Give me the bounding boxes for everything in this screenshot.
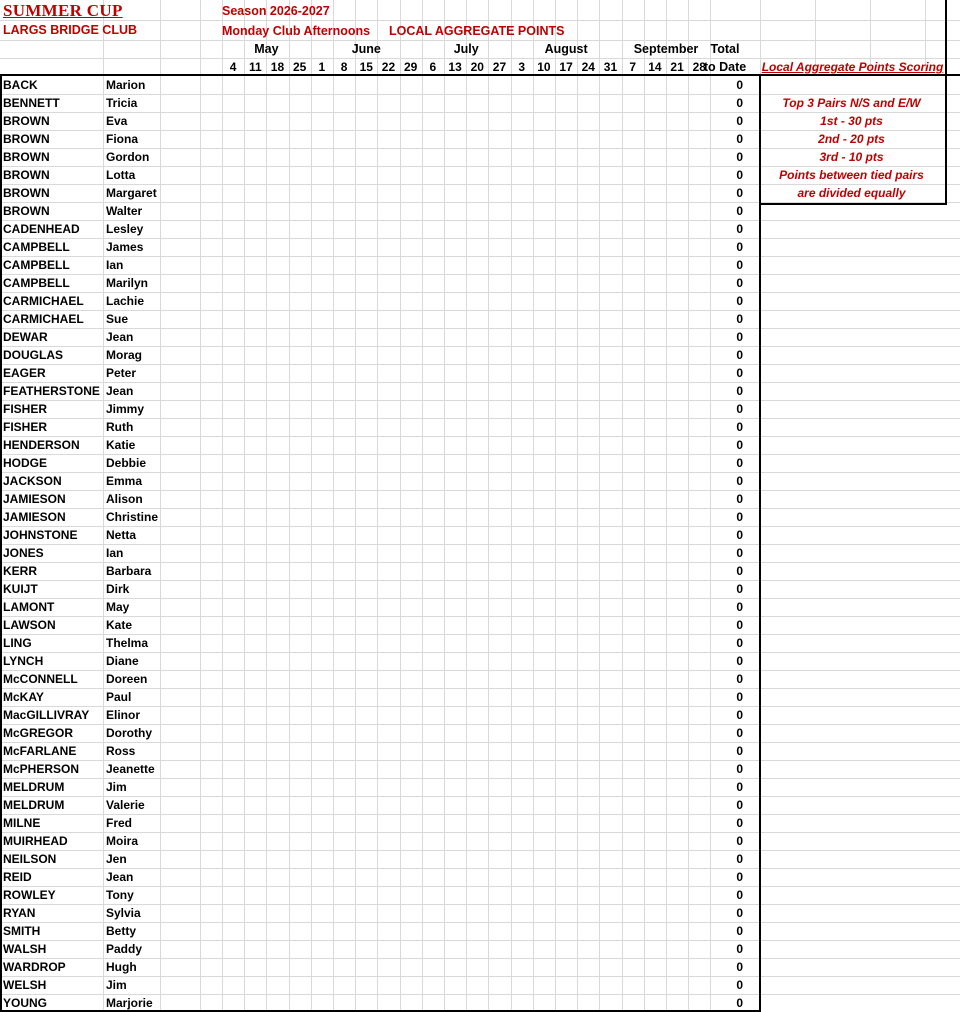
player-surname: MUIRHEAD — [3, 834, 68, 848]
player-surname: KERR — [3, 564, 38, 578]
player-total-to-date: 0 — [736, 420, 743, 434]
player-total-to-date: 0 — [736, 330, 743, 344]
date-header-july-20: 20 — [470, 60, 484, 74]
player-surname: CADENHEAD — [3, 222, 80, 236]
player-firstname: Peter — [106, 366, 137, 380]
player-surname: YOUNG — [3, 996, 48, 1010]
player-surname: MILNE — [3, 816, 41, 830]
player-total-to-date: 0 — [736, 726, 743, 740]
date-header-june-8: 8 — [340, 60, 348, 74]
player-total-to-date: 0 — [736, 456, 743, 470]
player-surname: BROWN — [3, 168, 50, 182]
table-row[interactable] — [0, 274, 960, 292]
player-firstname: Jim — [106, 780, 127, 794]
player-total-to-date: 0 — [736, 402, 743, 416]
date-header-june-15: 15 — [359, 60, 373, 74]
scoring-note-line-5: Points between tied pairs — [779, 168, 924, 182]
player-surname: BROWN — [3, 204, 50, 218]
player-surname: SMITH — [3, 924, 41, 938]
player-firstname: Tricia — [106, 96, 138, 110]
table-row[interactable] — [0, 742, 960, 760]
table-row[interactable] — [0, 130, 960, 148]
player-total-to-date: 0 — [736, 474, 743, 488]
player-firstname: Alison — [106, 492, 143, 506]
player-firstname: Lesley — [106, 222, 144, 236]
player-total-to-date: 0 — [736, 762, 743, 776]
player-firstname: Jimmy — [106, 402, 145, 416]
player-firstname: Marilyn — [106, 276, 149, 290]
player-surname: ROWLEY — [3, 888, 56, 902]
table-row[interactable] — [0, 832, 960, 850]
month-header-june: June — [351, 42, 381, 56]
player-firstname: Kate — [106, 618, 133, 632]
player-total-to-date: 0 — [736, 798, 743, 812]
table-row[interactable] — [0, 94, 960, 112]
player-total-to-date: 0 — [736, 654, 743, 668]
table-row[interactable] — [0, 760, 960, 778]
player-firstname: Margaret — [106, 186, 157, 200]
table-row[interactable] — [0, 148, 960, 166]
table-row[interactable] — [0, 490, 960, 508]
player-total-to-date: 0 — [736, 996, 743, 1010]
player-total-to-date: 0 — [736, 312, 743, 326]
player-firstname: Ian — [106, 546, 124, 560]
scoring-note-line-1: Top 3 Pairs N/S and E/W — [782, 96, 921, 110]
player-surname: FISHER — [3, 402, 48, 416]
player-firstname: Jean — [106, 870, 134, 884]
player-firstname: Jeanette — [106, 762, 155, 776]
table-row[interactable] — [0, 346, 960, 364]
date-header-august-17: 17 — [559, 60, 573, 74]
table-row[interactable] — [0, 454, 960, 472]
player-firstname: Walter — [106, 204, 143, 218]
player-surname: BROWN — [3, 132, 50, 146]
player-firstname: Jean — [106, 330, 134, 344]
player-firstname: Diane — [106, 654, 139, 668]
player-total-to-date: 0 — [736, 366, 743, 380]
date-header-may-18: 18 — [270, 60, 285, 74]
player-surname: REID — [3, 870, 32, 884]
table-row[interactable] — [0, 688, 960, 706]
player-firstname: Hugh — [106, 960, 137, 974]
club-name: LARGS BRIDGE CLUB — [3, 23, 138, 37]
scoring-note-line-6: are divided equally — [797, 186, 906, 200]
date-header-june-29: 29 — [404, 60, 418, 74]
player-surname: BROWN — [3, 114, 50, 128]
player-total-to-date: 0 — [736, 744, 743, 758]
month-header-may: May — [254, 42, 279, 56]
total-header-line2: to Date — [703, 60, 747, 74]
table-row[interactable] — [0, 436, 960, 454]
player-firstname: Paddy — [106, 942, 143, 956]
player-total-to-date: 0 — [736, 942, 743, 956]
table-row[interactable] — [0, 310, 960, 328]
player-total-to-date: 0 — [736, 240, 743, 254]
player-surname: LAMONT — [3, 600, 55, 614]
player-surname: NEILSON — [3, 852, 57, 866]
player-firstname: Doreen — [106, 672, 148, 686]
date-header-june-1: 1 — [318, 60, 326, 74]
table-row[interactable] — [0, 418, 960, 436]
player-total-to-date: 0 — [736, 348, 743, 362]
player-firstname: Thelma — [106, 636, 149, 650]
player-surname: McKAY — [3, 690, 44, 704]
player-firstname: Netta — [106, 528, 137, 542]
player-surname: LING — [3, 636, 32, 650]
table-row[interactable] — [0, 652, 960, 670]
scoring-note-line-4: 3rd - 10 pts — [819, 150, 884, 164]
player-surname: BROWN — [3, 150, 50, 164]
date-header-september-21: 21 — [670, 60, 684, 74]
player-firstname: Barbara — [106, 564, 152, 578]
table-row[interactable] — [0, 850, 960, 868]
table-row[interactable] — [0, 580, 960, 598]
player-surname: CAMPBELL — [3, 276, 70, 290]
table-row[interactable] — [0, 904, 960, 922]
table-row[interactable] — [0, 256, 960, 274]
player-firstname: Emma — [106, 474, 143, 488]
table-row[interactable] — [0, 166, 960, 184]
table-row[interactable] — [0, 670, 960, 688]
player-total-to-date: 0 — [736, 258, 743, 272]
player-total-to-date: 0 — [736, 222, 743, 236]
player-surname: McCONNELL — [3, 672, 78, 686]
player-surname: JACKSON — [3, 474, 62, 488]
player-surname: BENNETT — [3, 96, 60, 110]
player-firstname: May — [106, 600, 130, 614]
table-row[interactable] — [0, 184, 960, 202]
player-firstname: Dorothy — [106, 726, 152, 740]
table-row[interactable] — [0, 328, 960, 346]
player-total-to-date: 0 — [736, 96, 743, 110]
player-firstname: Gordon — [106, 150, 150, 164]
table-row[interactable] — [0, 634, 960, 652]
player-surname: JAMIESON — [3, 492, 66, 506]
player-firstname: Katie — [106, 438, 136, 452]
date-header-september-28: 28 — [692, 60, 706, 74]
player-surname: EAGER — [3, 366, 46, 380]
player-total-to-date: 0 — [736, 168, 743, 182]
table-row[interactable] — [0, 778, 960, 796]
player-total-to-date: 0 — [736, 906, 743, 920]
player-total-to-date: 0 — [736, 384, 743, 398]
player-surname: KUIJT — [3, 582, 38, 596]
month-header-july: July — [453, 42, 479, 56]
table-row[interactable] — [0, 382, 960, 400]
season-label: Season 2026-2027 — [222, 4, 330, 18]
table-row[interactable] — [0, 292, 960, 310]
player-total-to-date: 0 — [736, 78, 743, 92]
player-total-to-date: 0 — [736, 852, 743, 866]
date-header-august-10: 10 — [537, 60, 551, 74]
player-total-to-date: 0 — [736, 708, 743, 722]
player-total-to-date: 0 — [736, 618, 743, 632]
month-header-september: September — [633, 42, 699, 56]
player-total-to-date: 0 — [736, 564, 743, 578]
table-row[interactable] — [0, 220, 960, 238]
player-firstname: Jim — [106, 978, 127, 992]
player-surname: LAWSON — [3, 618, 56, 632]
player-firstname: Ian — [106, 258, 124, 272]
scoring-note-line-3: 2nd - 20 pts — [818, 132, 885, 146]
player-total-to-date: 0 — [736, 816, 743, 830]
table-row[interactable] — [0, 112, 960, 130]
player-surname: JAMIESON — [3, 510, 66, 524]
player-firstname: Marjorie — [106, 996, 153, 1010]
date-header-july-27: 27 — [492, 60, 507, 74]
player-firstname: Sylvia — [106, 906, 141, 920]
player-surname: DOUGLAS — [3, 348, 63, 362]
total-header-line1: Total — [710, 42, 740, 56]
player-surname: MELDRUM — [3, 798, 65, 812]
player-total-to-date: 0 — [736, 834, 743, 848]
table-row[interactable] — [0, 508, 960, 526]
player-firstname: Lachie — [106, 294, 145, 308]
player-firstname: Morag — [106, 348, 142, 362]
table-row[interactable] — [0, 76, 960, 94]
table-row[interactable] — [0, 922, 960, 940]
player-firstname: James — [106, 240, 144, 254]
player-surname: CARMICHAEL — [3, 294, 84, 308]
aggregate-points-heading: LOCAL AGGREGATE POINTS — [389, 24, 565, 38]
table-row[interactable] — [0, 706, 960, 724]
player-total-to-date: 0 — [736, 582, 743, 596]
player-surname: McGREGOR — [3, 726, 74, 740]
player-surname: HODGE — [3, 456, 48, 470]
player-total-to-date: 0 — [736, 294, 743, 308]
table-row[interactable] — [0, 202, 960, 220]
date-header-may-11: 11 — [248, 60, 262, 74]
session-label: Monday Club Afternoons — [222, 24, 371, 38]
player-total-to-date: 0 — [736, 132, 743, 146]
player-surname: BACK — [3, 78, 38, 92]
table-row[interactable] — [0, 598, 960, 616]
player-total-to-date: 0 — [736, 672, 743, 686]
player-surname: CARMICHAEL — [3, 312, 84, 326]
table-row[interactable] — [0, 526, 960, 544]
player-surname: HENDERSON — [3, 438, 80, 452]
scoring-heading: Local Aggregate Points Scoring — [761, 60, 944, 74]
player-total-to-date: 0 — [736, 204, 743, 218]
player-firstname: Valerie — [106, 798, 145, 812]
player-firstname: Betty — [106, 924, 137, 938]
player-firstname: Lotta — [106, 168, 136, 182]
player-firstname: Sue — [106, 312, 129, 326]
date-header-september-7: 7 — [629, 60, 637, 74]
player-total-to-date: 0 — [736, 780, 743, 794]
table-row[interactable] — [0, 976, 960, 994]
date-header-may-4: 4 — [229, 60, 237, 74]
player-firstname: Paul — [106, 690, 132, 704]
player-total-to-date: 0 — [736, 438, 743, 452]
table-row[interactable] — [0, 868, 960, 886]
player-surname: CAMPBELL — [3, 240, 70, 254]
date-header-september-14: 14 — [648, 60, 662, 74]
player-firstname: Ruth — [106, 420, 134, 434]
player-firstname: Jean — [106, 384, 134, 398]
player-total-to-date: 0 — [736, 978, 743, 992]
player-total-to-date: 0 — [736, 636, 743, 650]
player-total-to-date: 0 — [736, 114, 743, 128]
table-row[interactable] — [0, 994, 960, 1012]
player-firstname: Elinor — [106, 708, 141, 722]
player-firstname: Fred — [106, 816, 133, 830]
player-firstname: Eva — [106, 114, 128, 128]
table-row[interactable] — [0, 544, 960, 562]
table-row[interactable] — [0, 886, 960, 904]
player-surname: FISHER — [3, 420, 48, 434]
player-firstname: Fiona — [106, 132, 138, 146]
page-title: SUMMER CUP — [3, 1, 123, 20]
table-row[interactable] — [0, 562, 960, 580]
player-surname: FEATHERSTONE — [3, 384, 100, 398]
date-header-june-22: 22 — [381, 60, 396, 74]
table-row[interactable] — [0, 364, 960, 382]
player-surname: MacGILLIVRAY — [3, 708, 90, 722]
date-header-july-13: 13 — [448, 60, 462, 74]
player-total-to-date: 0 — [736, 510, 743, 524]
table-row[interactable] — [0, 814, 960, 832]
player-firstname: Ross — [106, 744, 136, 758]
player-total-to-date: 0 — [736, 150, 743, 164]
player-firstname: Dirk — [106, 582, 130, 596]
table-row[interactable] — [0, 724, 960, 742]
player-surname: WELSH — [3, 978, 47, 992]
player-total-to-date: 0 — [736, 186, 743, 200]
player-surname: BROWN — [3, 186, 50, 200]
player-total-to-date: 0 — [736, 960, 743, 974]
table-row[interactable] — [0, 958, 960, 976]
player-total-to-date: 0 — [736, 492, 743, 506]
player-total-to-date: 0 — [736, 690, 743, 704]
player-total-to-date: 0 — [736, 276, 743, 290]
player-surname: WALSH — [3, 942, 47, 956]
player-surname: WARDROP — [3, 960, 66, 974]
player-surname: McPHERSON — [3, 762, 80, 776]
player-surname: JOHNSTONE — [3, 528, 78, 542]
player-total-to-date: 0 — [736, 528, 743, 542]
player-total-to-date: 0 — [736, 924, 743, 938]
table-row[interactable] — [0, 400, 960, 418]
table-row[interactable] — [0, 616, 960, 634]
player-total-to-date: 0 — [736, 600, 743, 614]
date-header-august-3: 3 — [518, 60, 526, 74]
grid-hline — [0, 20, 960, 21]
player-surname: LYNCH — [3, 654, 44, 668]
player-surname: McFARLANE — [3, 744, 77, 758]
player-surname: RYAN — [3, 906, 36, 920]
date-header-august-24: 24 — [581, 60, 595, 74]
player-total-to-date: 0 — [736, 870, 743, 884]
player-surname: JONES — [3, 546, 44, 560]
scoring-note-line-2: 1st - 30 pts — [820, 114, 883, 128]
player-total-to-date: 0 — [736, 546, 743, 560]
player-total-to-date: 0 — [736, 888, 743, 902]
table-row[interactable] — [0, 472, 960, 490]
date-header-may-25: 25 — [293, 60, 307, 74]
player-firstname: Jen — [106, 852, 127, 866]
player-firstname: Moira — [106, 834, 139, 848]
month-header-august: August — [544, 42, 588, 56]
table-row[interactable] — [0, 238, 960, 256]
player-surname: DEWAR — [3, 330, 48, 344]
player-firstname: Marion — [106, 78, 146, 92]
player-firstname: Christine — [106, 510, 158, 524]
table-row[interactable] — [0, 940, 960, 958]
date-header-august-31: 31 — [603, 60, 618, 74]
player-firstname: Tony — [106, 888, 134, 902]
player-surname: MELDRUM — [3, 780, 65, 794]
table-row[interactable] — [0, 796, 960, 814]
date-header-july-6: 6 — [429, 60, 437, 74]
player-surname: CAMPBELL — [3, 258, 70, 272]
player-firstname: Debbie — [106, 456, 147, 470]
